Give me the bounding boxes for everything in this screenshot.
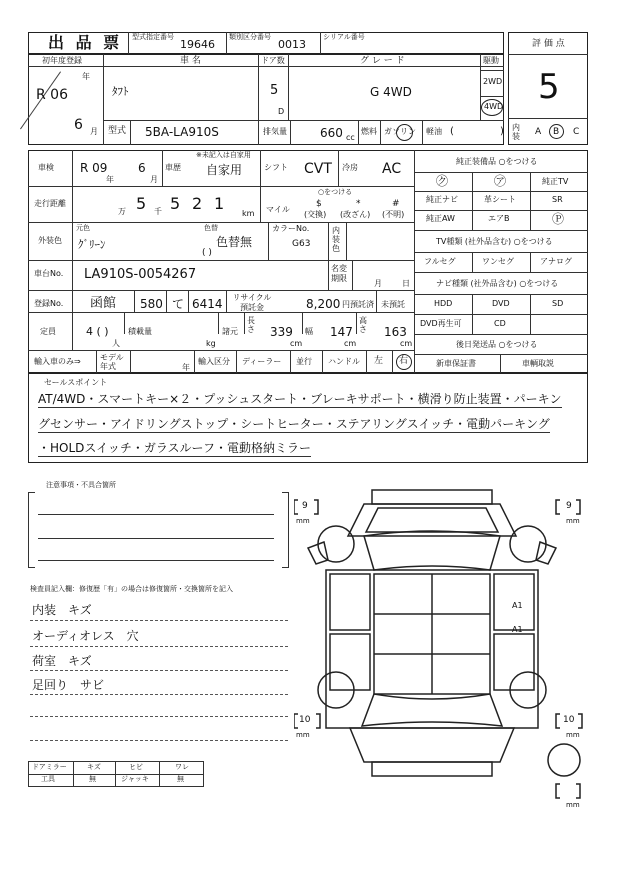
car-name-label: 車 名: [180, 56, 201, 66]
tire-front-right-depth: 9: [566, 501, 572, 511]
mile-exchange-label: (交換): [304, 210, 327, 219]
mileage-digit: 5: [170, 194, 181, 213]
equipment-title: 純正装備品 ○をつける: [456, 157, 538, 166]
tire-rear-left-depth: 10: [299, 715, 311, 725]
history-label: 車歴: [165, 163, 181, 172]
car-name-value: ﾀﾌﾄ: [112, 85, 129, 98]
interior-c: C: [573, 127, 580, 137]
legend-tools: 工具: [41, 775, 55, 783]
handle-label: ハンドル: [328, 357, 360, 366]
mm-label: mm: [566, 731, 580, 739]
width-label: 幅: [305, 327, 313, 336]
note-item: 荷室 キズ: [32, 654, 92, 668]
mile-unknown: #: [392, 199, 400, 209]
mileage-digit: 5: [136, 194, 147, 213]
equip-kuu: ㋗: [436, 174, 449, 188]
type-designation-label: 型式指定番号: [132, 33, 174, 41]
color-orig-value: ｸﾞﾘｰﾝ: [78, 238, 106, 251]
height-value: 163: [384, 325, 407, 339]
later-warranty: 新車保証書: [436, 359, 476, 368]
form-title: 出 品 票: [48, 33, 123, 52]
legend-mirror: ドアミラー: [32, 763, 67, 771]
navi-sd: SD: [552, 299, 564, 308]
length-label: 長さ: [247, 316, 255, 334]
notes-label: 注意事項・不具合箇所: [46, 481, 116, 489]
mileage-km: km: [242, 209, 255, 218]
mile-altered: *: [356, 199, 361, 209]
mile-note: ○をつける: [318, 188, 353, 196]
recycle-unit: 円預託済: [342, 300, 374, 309]
damage-mark: A1: [512, 625, 523, 634]
sales-line: AT/4WD・スマートキー×２・プッシュスタート・ブレーキサポート・横滑り防止装置・パーキン: [38, 392, 562, 406]
tv-fullseg: フルセグ: [424, 257, 456, 266]
width-cm: cm: [344, 339, 357, 348]
note-item: オーディオレス 穴: [32, 629, 139, 643]
drive-label: 駆動: [483, 56, 499, 65]
tire-rear-right-depth: 10: [563, 715, 575, 725]
chassis-label: 車台No.: [34, 269, 64, 278]
displacement-unit: cc: [346, 133, 355, 142]
load-unit: kg: [206, 339, 216, 348]
category-value: 0013: [278, 38, 306, 51]
load-label: 積載量: [128, 327, 152, 336]
eval-score: 5: [538, 67, 560, 107]
fuel-diesel: 軽油: [426, 127, 442, 136]
legend-break: ワレ: [175, 763, 189, 771]
damage-mark: A1: [512, 601, 523, 610]
equip-aw: ㋐: [494, 174, 507, 188]
mile-altered-label: (改ざん): [340, 210, 371, 219]
name-change-day: 日: [402, 279, 410, 288]
fuel-label: 燃料: [361, 127, 377, 136]
mileage-label: 走行距離: [34, 199, 66, 208]
model-label: 型式: [108, 126, 127, 136]
regno-label: 登録No.: [34, 299, 64, 308]
tv-oneseg: ワンセグ: [482, 257, 514, 266]
note-item: 足回り サビ: [32, 678, 105, 692]
equip-leather: 革シート: [484, 195, 516, 204]
legend-jack-value: 無: [177, 775, 184, 783]
mileage-man: 万: [118, 207, 126, 216]
import-class-label: 輸入区分: [198, 357, 230, 366]
length-cm: cm: [290, 339, 303, 348]
model-value: 5BA-LA910S: [145, 125, 219, 139]
fuel-gas: ガソリン: [384, 127, 416, 136]
legend-crack: ヒビ: [129, 763, 143, 771]
navi-cd: CD: [494, 319, 506, 328]
equip-sr: SR: [552, 195, 563, 204]
name-change-label: 名変期限: [331, 264, 347, 283]
interior-grade-label: 内装: [512, 123, 520, 141]
drive-4wd: 4WD: [484, 102, 504, 111]
mileage-digit: 2: [192, 194, 203, 213]
mile-label: マイル: [266, 205, 290, 214]
type-designation-value: 19646: [180, 38, 215, 51]
equip-tv: 純正TV: [542, 177, 569, 186]
inspection-label: 車検: [38, 163, 54, 172]
eval-label: 評 価 点: [532, 39, 565, 49]
cooling-label: 冷房: [342, 163, 358, 172]
mm-label: mm: [566, 801, 580, 809]
history-value: 自家用: [206, 163, 243, 177]
recycle-unpaid: 未預託: [381, 300, 405, 309]
color-orig-label: 元色: [76, 224, 90, 232]
notes-bracket-right: [282, 492, 289, 568]
handle-left: 左: [374, 356, 384, 366]
tv-title: TV種類 (社外品含む) ○をつける: [436, 237, 553, 246]
equip-p: Ⓟ: [552, 212, 565, 226]
equip-aw-genuine: 純正AW: [426, 214, 455, 223]
inspection-year-unit: 年: [106, 175, 114, 184]
mm-label: mm: [296, 731, 310, 739]
mm-label: mm: [566, 517, 580, 525]
year-unit: 年: [82, 72, 90, 81]
doors-label: ドア数: [261, 56, 285, 65]
tire-front-left-depth: 9: [302, 501, 308, 511]
model-year-unit: 年: [182, 363, 190, 372]
reg-kana: て: [172, 297, 185, 311]
fuel-other-close: ): [500, 126, 504, 137]
color-label: 外装色: [38, 236, 62, 245]
width-value: 147: [330, 325, 353, 339]
drive-2wd: 2WD: [483, 77, 503, 86]
legend-table: [28, 761, 204, 787]
parallel-label: 並行: [296, 357, 312, 366]
color-tone-value: 色替無: [216, 235, 253, 249]
mileage-digits: [74, 190, 258, 218]
navi-hdd: HDD: [434, 299, 453, 308]
equip-navi: 純正ナビ: [426, 195, 458, 204]
capacity-label: 定員: [40, 327, 56, 336]
interior-a: A: [535, 127, 542, 137]
sales-label: セールスポイント: [44, 378, 108, 387]
shift-label: シフト: [264, 163, 288, 172]
month-unit: 月: [90, 127, 98, 136]
interior-color-label: 内装色: [332, 226, 340, 253]
colorno-value: G63: [292, 239, 311, 249]
mileage-sen: 千: [154, 207, 162, 216]
category-label: 類別区分番号: [229, 33, 271, 41]
dealer-label: ディーラー: [242, 357, 282, 366]
legend-scratch: キズ: [87, 763, 101, 771]
first-reg-label: 初年度登録: [42, 56, 82, 65]
cooling-value: AC: [382, 161, 402, 177]
inspector-label: 検査員記入欄：修復歴「有」の場合は修復箇所・交換箇所を記入: [30, 585, 233, 593]
navi-dvd-play: DVD再生可: [420, 319, 462, 328]
displacement-label: 排気量: [263, 127, 287, 136]
car-damage-diagram: [294, 478, 594, 818]
mm-label: mm: [296, 517, 310, 525]
sales-line: グセンサー・アイドリングストップ・シートヒーター・ステアリングスイッチ・電動パーキング: [38, 417, 550, 431]
height-label: 高さ: [359, 316, 367, 334]
model-year-label: モデル年式: [100, 353, 124, 371]
capacity-unit: 人: [112, 339, 120, 348]
inspection-month: 6: [138, 161, 146, 175]
legend-jack: ジャッキ: [121, 775, 149, 783]
serial-label: シリアル番号: [323, 33, 365, 41]
history-note: ※未記入は自家用: [196, 151, 251, 159]
height-cm: cm: [400, 339, 413, 348]
navi-dvd: DVD: [492, 299, 510, 308]
later-title: 後日発送品 ○をつける: [456, 340, 538, 349]
inspection-year: R 09: [80, 161, 108, 175]
reg-class: 580: [140, 297, 163, 311]
handle-right: 右: [399, 356, 409, 366]
color-tone-label: 色替: [204, 224, 218, 232]
recycle-label: リサイクル預託金: [232, 293, 272, 312]
colorno-label: カラーNo.: [272, 224, 310, 233]
legend-tools-value: 無: [89, 775, 96, 783]
length-value: 339: [270, 325, 293, 339]
inspection-month-unit: 月: [150, 175, 158, 184]
navi-title: ナビ種類 (社外品含む) ○をつける: [436, 279, 559, 288]
reg-number: 6414: [192, 297, 223, 311]
mileage-digit: 1: [214, 194, 225, 213]
later-manual: 車輌取説: [522, 359, 554, 368]
reg-area: 函館: [90, 296, 117, 311]
mile-unknown-label: (不明): [382, 210, 405, 219]
notes-bracket-left: [28, 492, 35, 568]
recycle-value: 8,200: [306, 297, 341, 311]
capacity-value: 4 ( ): [86, 325, 109, 338]
first-reg-month: 6: [74, 117, 83, 133]
fuel-other: (: [450, 126, 454, 137]
tv-analog: アナログ: [540, 257, 572, 266]
interior-b: B: [553, 127, 560, 137]
sales-line: ・HOLDスイッチ・ガラスルーフ・電動格納ミラー: [38, 441, 311, 455]
import-label: 輸入車のみ⇒: [34, 357, 81, 366]
doors-code: D: [278, 107, 285, 116]
dims-label: 諸元: [222, 327, 238, 336]
grade-value: G 4WD: [370, 85, 412, 99]
grade-label: グ レ ー ド: [360, 56, 405, 66]
doors-value: 5: [270, 83, 279, 98]
first-reg-year: R 06: [36, 87, 68, 103]
note-item: 内装 キズ: [32, 603, 92, 617]
mile-exchange: $: [316, 199, 322, 209]
chassis-value: LA910S-0054267: [84, 267, 197, 282]
color-paren: ( ): [202, 248, 212, 258]
shift-value: CVT: [304, 161, 332, 177]
name-change-month: 月: [374, 279, 382, 288]
equip-airbag: エアB: [488, 214, 510, 223]
displacement-value: 660: [320, 126, 343, 140]
